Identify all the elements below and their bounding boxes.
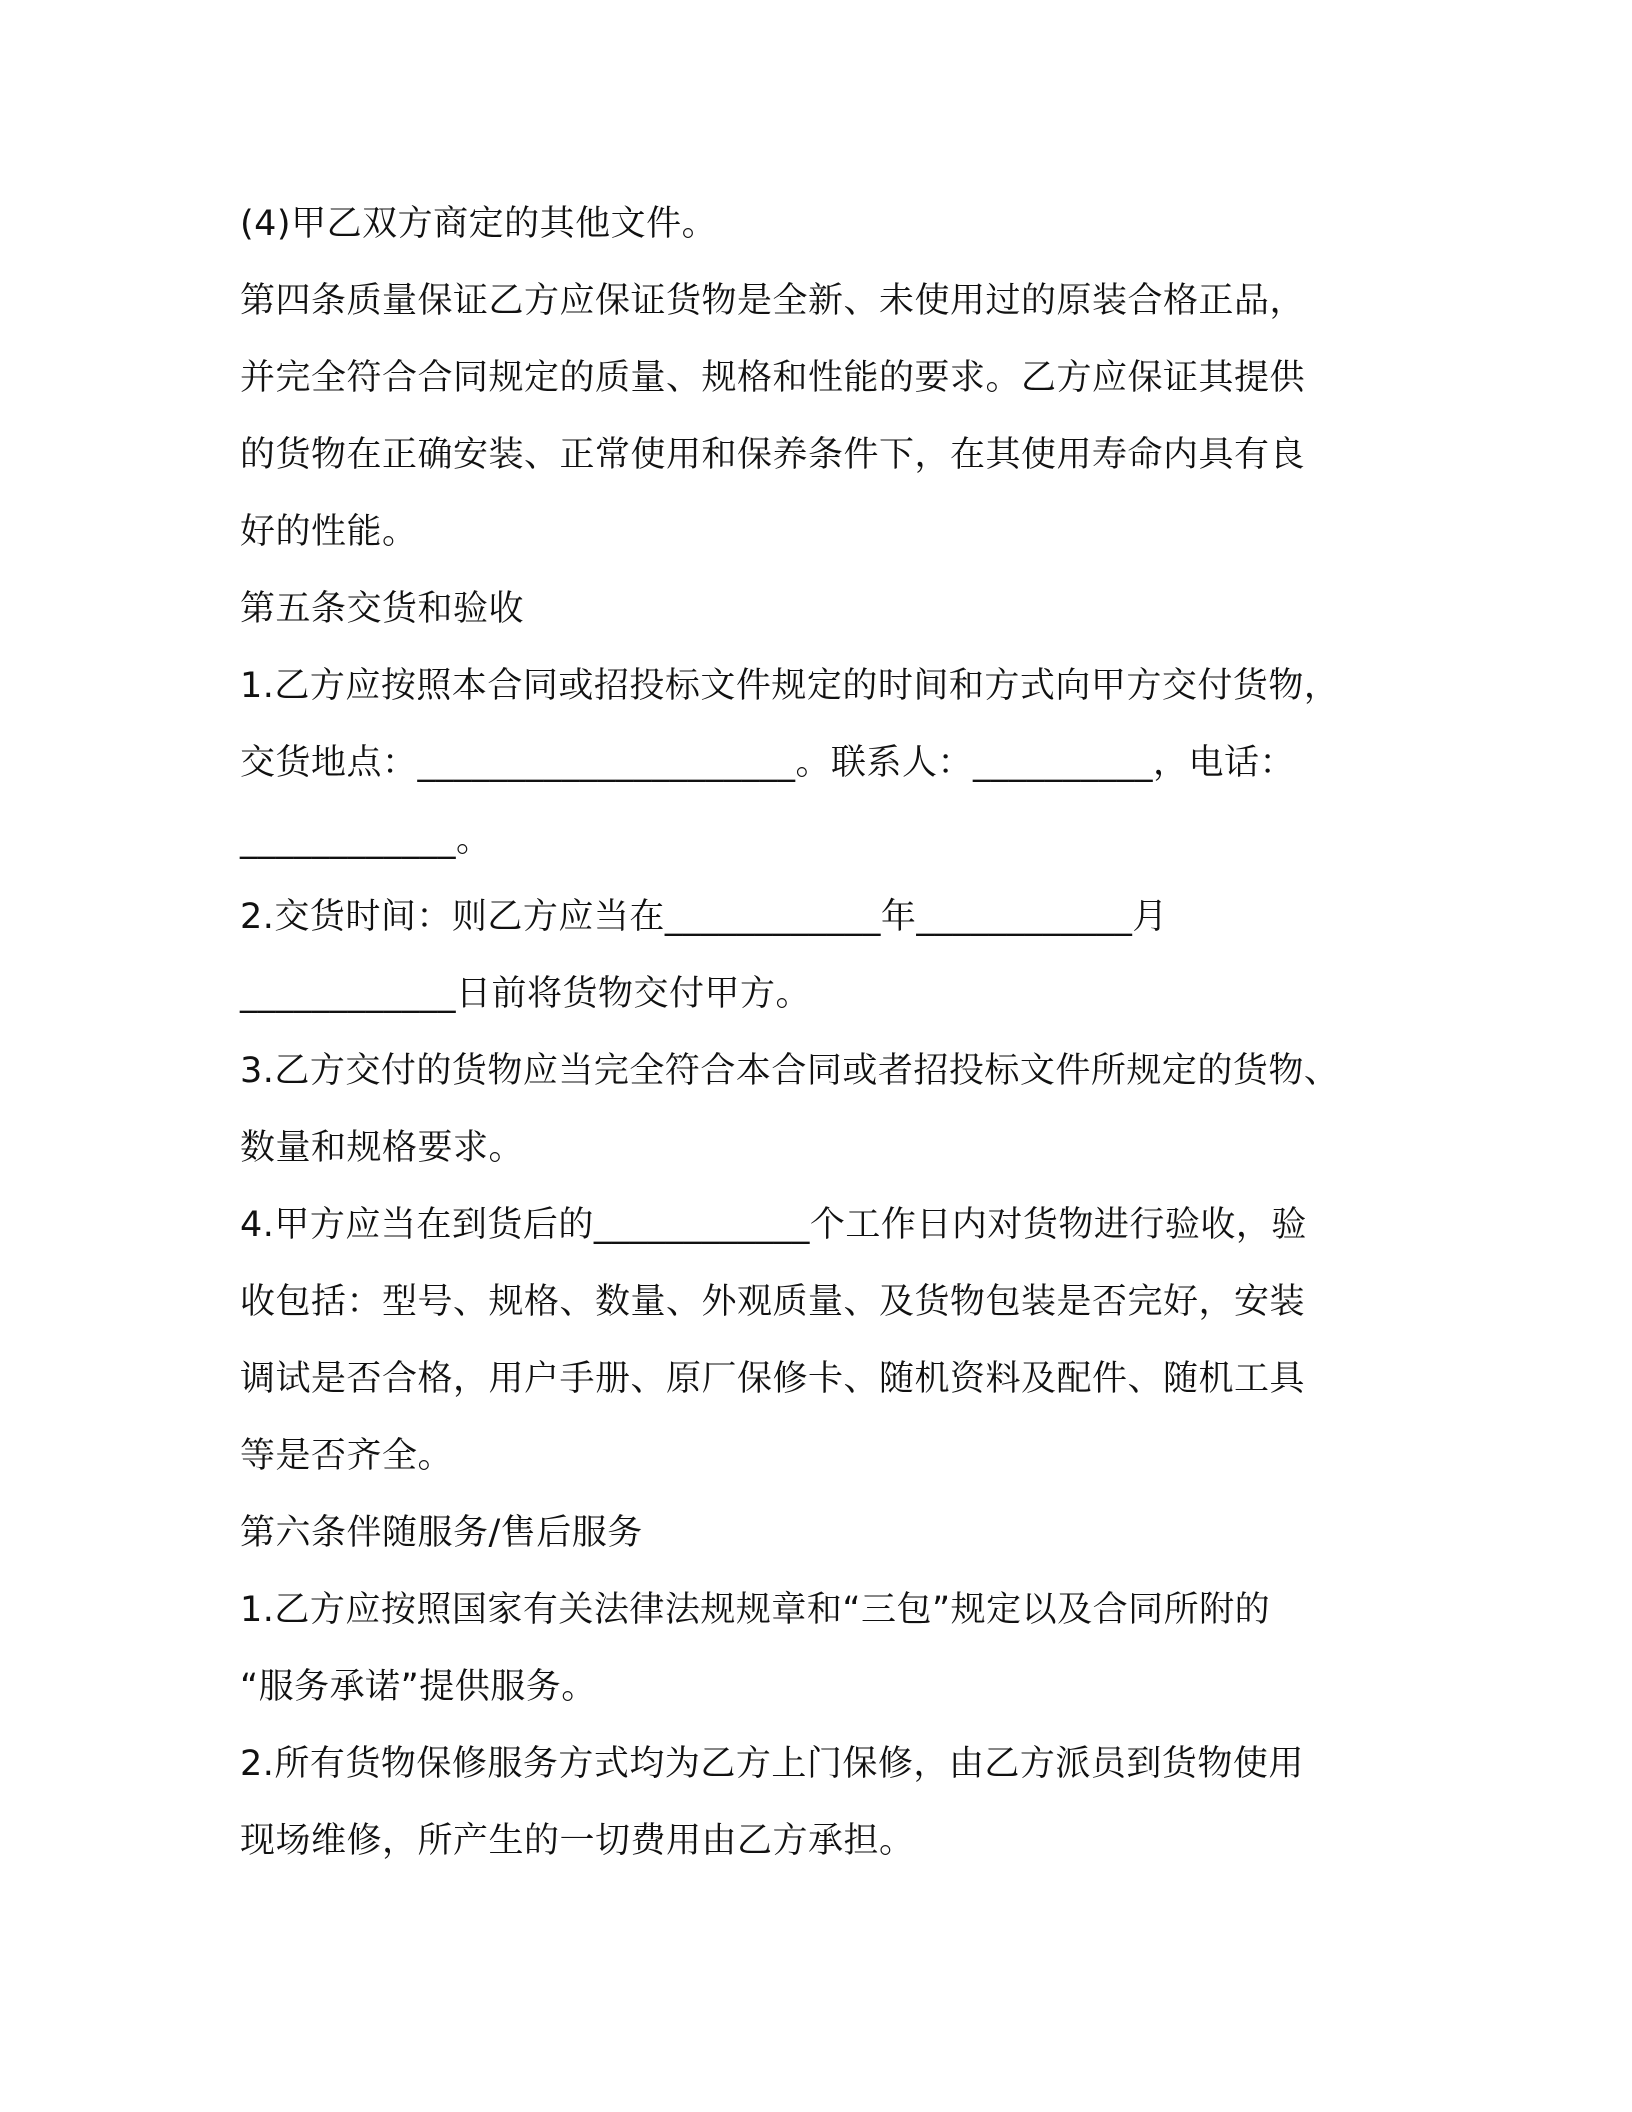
text-line: 3.乙方交付的货物应当完全符合本合同或者招投标文件所规定的货物、 xyxy=(240,1051,1340,1091)
text-line: 1.乙方应按照国家有关法律法规规章和“三包”规定以及合同所附的 xyxy=(240,1590,1271,1630)
text-line: 并完全符合合同规定的质量、规格和性能的要求。乙方应保证其提供 xyxy=(240,358,1306,398)
document-body xyxy=(240,186,1390,1880)
text-line: 好的性能。 xyxy=(240,512,418,552)
text-line: 现场维修，所产生的一切费用由乙方承担。 xyxy=(240,1821,915,1861)
text-line: 2.交货时间：则乙方应当在____________年____________月 xyxy=(240,897,1168,937)
text-line: “服务承诺”提供服务。 xyxy=(240,1667,597,1707)
text-line: 交货地点：_____________________。联系人：__________，电话： xyxy=(240,743,1296,783)
text-line: 1.乙方应按照本合同或招投标文件规定的时间和方式向甲方交付货物， xyxy=(240,666,1340,706)
text-line: 4.甲方应当在到货后的____________个工作日内对货物进行验收，验 xyxy=(240,1205,1307,1245)
text-line: ____________。 xyxy=(240,820,492,860)
text-line: 第四条质量保证乙方应保证货物是全新、未使用过的原装合格正品， xyxy=(240,281,1306,321)
text-line: 调试是否合格，用户手册、原厂保修卡、随机资料及配件、随机工具 xyxy=(240,1359,1306,1399)
text-line: ____________日前将货物交付甲方。 xyxy=(240,974,812,1014)
text-line: (4)甲乙双方商定的其他文件。 xyxy=(240,204,718,244)
section-heading: 第五条交货和验收 xyxy=(240,589,525,629)
text-line: 的货物在正确安装、正常使用和保养条件下，在其使用寿命内具有良 xyxy=(240,435,1306,475)
section-heading: 第六条伴随服务/售后服务 xyxy=(240,1513,643,1553)
text-line: 2.所有货物保修服务方式均为乙方上门保修，由乙方派员到货物使用 xyxy=(240,1744,1304,1784)
text-line: 收包括：型号、规格、数量、外观质量、及货物包装是否完好，安装 xyxy=(240,1282,1306,1322)
text-line: 等是否齐全。 xyxy=(240,1436,454,1476)
text-line: 数量和规格要求。 xyxy=(240,1128,525,1168)
